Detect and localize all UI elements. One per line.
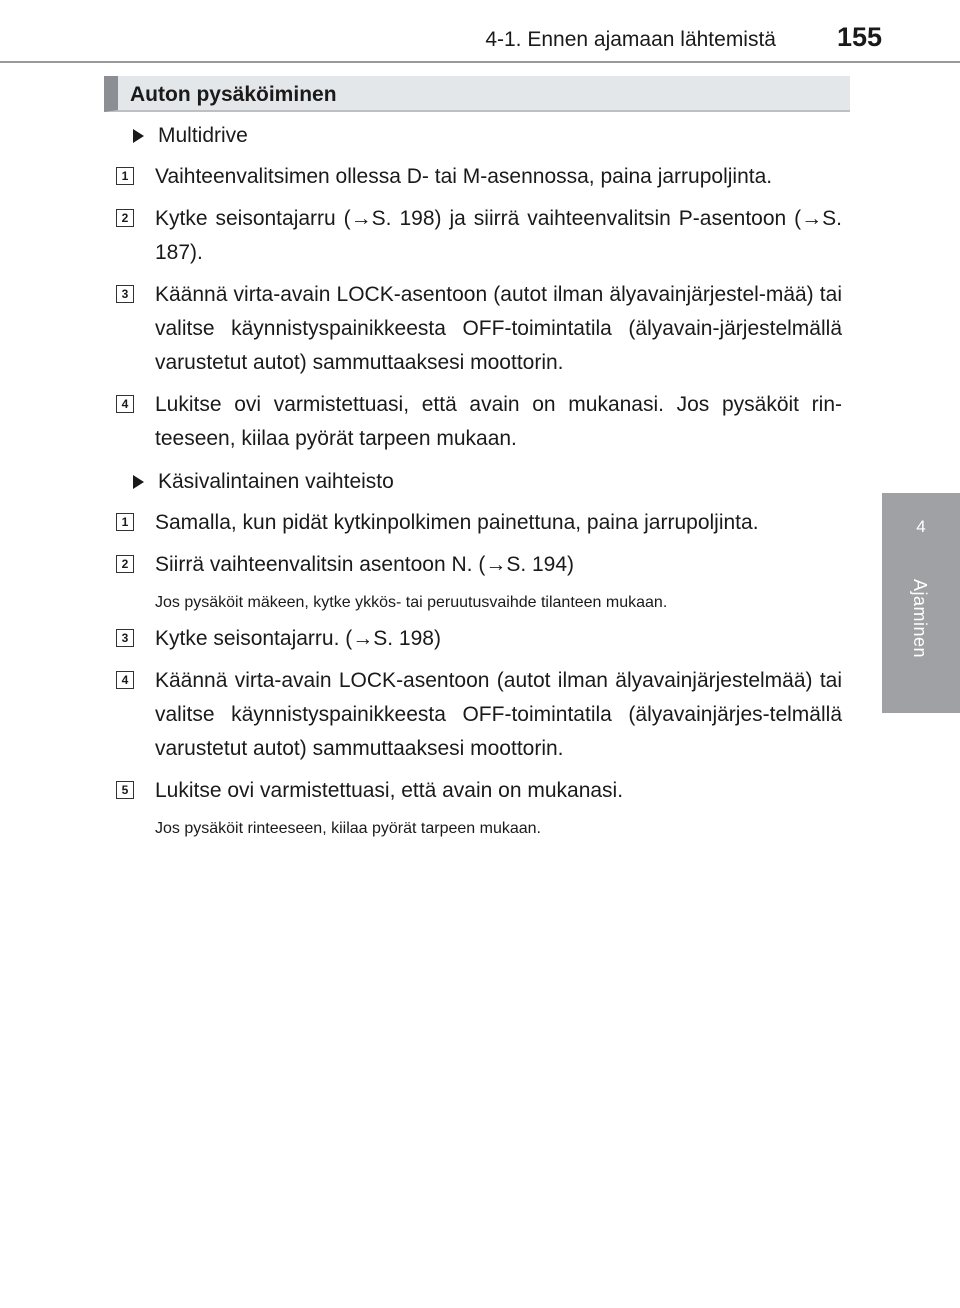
- multidrive-step: [116, 164, 842, 194]
- section-title-bar: [104, 76, 850, 112]
- step-number-box: 1: [116, 167, 134, 185]
- multidrive-step: [116, 392, 842, 456]
- manual-step: [116, 510, 842, 540]
- step-number-box: 2: [116, 555, 134, 573]
- step-text: Kytke seisontajarru (→S. 198) ja siirrä vaihteenvalitsin P-asentoon (→S. 187).: [155, 207, 842, 264]
- step-note: Jos pysäköit mäkeen, kytke ykkös- tai peruutusvaihde tilanteen mukaan.: [155, 594, 668, 611]
- content: [116, 118, 842, 852]
- multidrive-step: [116, 282, 842, 380]
- step-number-box: 5: [116, 781, 134, 799]
- section-title: Auton pysäköiminen: [130, 83, 337, 106]
- multidrive-heading: [116, 122, 842, 150]
- multidrive-step: [116, 206, 842, 270]
- step-number-box: 3: [116, 285, 134, 303]
- header-rule: [0, 61, 960, 63]
- step-text: Lukitse ovi varmistettuasi, että avain on mukanasi.: [155, 779, 624, 802]
- step-number-box: 2: [116, 209, 134, 227]
- triangle-bullet-icon: [133, 129, 144, 143]
- page-number: 155: [836, 22, 882, 52]
- step-number-box: 1: [116, 513, 134, 531]
- manual-step: [116, 552, 842, 582]
- chapter-side-tab: [882, 493, 960, 713]
- step-text: Siirrä vaihteenvalitsin asentoon N. (→S. 194): [155, 553, 575, 576]
- step-text: Samalla, kun pidät kytkinpolkimen painettuna, paina jarrupoljinta.: [155, 511, 759, 534]
- manual-step: [116, 778, 842, 808]
- step-text: Käännä virta-avain LOCK-asentoon (autot ilman älyavainjärjestelmää) tai valitse käynnistyspainikkeesta OFF-toimintatila (älyavainjärjes-telmällä varustetut autot) sammuttaaksesi moottorin.: [155, 669, 842, 760]
- step-text: Käännä virta-avain LOCK-asentoon (autot ilman älyavainjärjestel-mää) tai valitse käynnistyspainikkeesta OFF-toimintatila (älyavain-järjestelmällä varustetut autot) sammuttaaksesi moottorin.: [155, 283, 842, 374]
- step-number-box: 3: [116, 629, 134, 647]
- step-text: Lukitse ovi varmistettuasi, että avain on mukanasi. Jos pysäköit rin-teeseen, kiilaa pyörät tarpeen mukaan.: [155, 393, 842, 450]
- chapter-label: Ajaminen: [910, 579, 930, 659]
- multidrive-heading-text: Multidrive: [158, 124, 248, 147]
- step-text: Vaihteenvalitsimen ollessa D- tai M-asennossa, paina jarrupoljinta.: [155, 165, 773, 188]
- manual-heading-text: Käsivalintainen vaihteisto: [158, 470, 394, 493]
- step-number-box: 4: [116, 395, 134, 413]
- triangle-bullet-icon: [133, 475, 144, 489]
- manual-step: [116, 668, 842, 766]
- manual-heading: [116, 468, 842, 496]
- step-number-box: 4: [116, 671, 134, 689]
- step-text: Kytke seisontajarru. (→S. 198): [155, 627, 441, 650]
- header-section-title: 4-1. Ennen ajamaan lähtemistä: [485, 28, 776, 51]
- chapter-number: 4: [916, 517, 926, 536]
- step-note: Jos pysäköit rinteeseen, kiilaa pyörät tarpeen mukaan.: [155, 820, 541, 837]
- manual-step: [116, 626, 842, 656]
